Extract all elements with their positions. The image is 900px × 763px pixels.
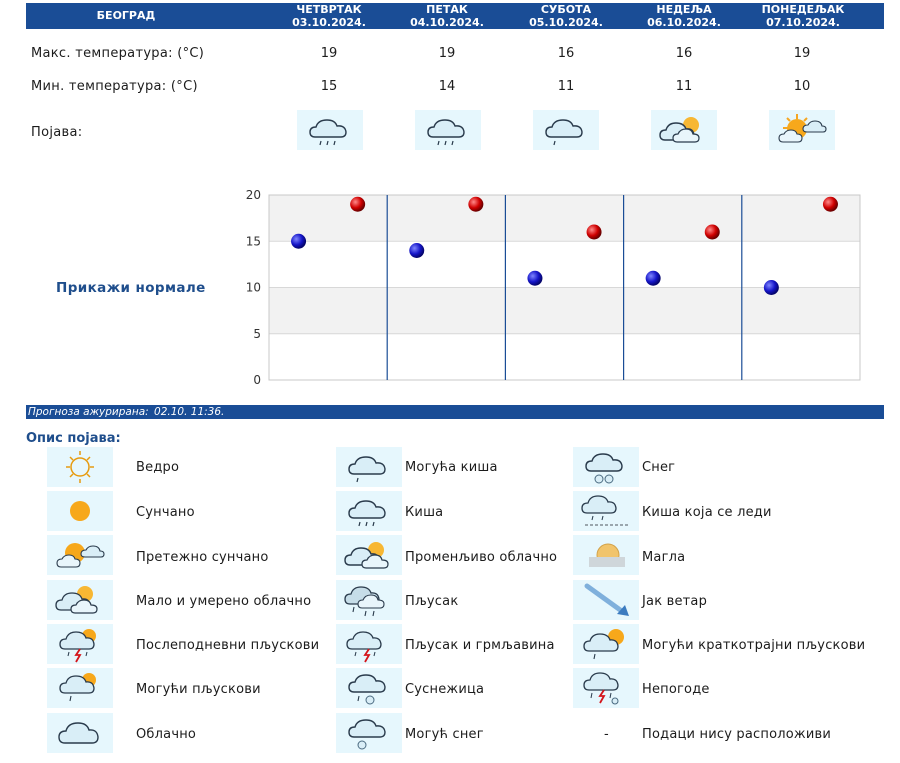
legend-label: Суснежица <box>405 682 485 697</box>
shower-thunder-icon <box>336 624 402 664</box>
min-temp-point <box>527 271 542 286</box>
legend-label: Непогоде <box>642 682 710 697</box>
shower-icon <box>336 580 402 620</box>
y-tick-label: 15 <box>245 234 261 249</box>
day-date: 06.10.2024. <box>647 16 721 29</box>
legend-label: Магла <box>642 550 686 565</box>
afternoon-thunder-shower-icon <box>47 624 113 664</box>
rain-cloud-icon <box>415 110 481 150</box>
min-temp-label: Мин. температура: (°C) <box>31 79 198 94</box>
possible-rain-cloud-icon <box>533 110 599 150</box>
rain-icon <box>336 491 402 531</box>
show-normals-link[interactable]: Прикажи нормале <box>56 280 206 296</box>
y-tick-label: 10 <box>245 280 261 295</box>
fog-icon <box>573 535 639 575</box>
min-temp-value: 11 <box>557 79 575 94</box>
max-temp-value: 16 <box>675 46 693 61</box>
day-date: 04.10.2024. <box>410 16 484 29</box>
no-data-symbol: - <box>604 727 609 742</box>
clear-sun-icon <box>47 447 113 487</box>
city-name: БЕОГРАД <box>96 9 156 22</box>
y-tick-label: 20 <box>245 188 261 202</box>
max-temp-point <box>587 225 602 240</box>
legend-label: Подаци нису расположиви <box>642 727 831 742</box>
day-header-2 <box>407 3 487 29</box>
updated-value: 02.10. 11:36. <box>154 406 225 418</box>
day-date: 05.10.2024. <box>529 16 603 29</box>
storm-icon <box>573 668 639 708</box>
freezing-rain-icon <box>573 491 639 531</box>
day-name: ПЕТАК <box>426 3 468 16</box>
legend-label: Могућа киша <box>405 460 498 475</box>
forecast-updated-bar <box>26 405 884 419</box>
day-name: ПОНЕДЕЉАК <box>761 3 845 16</box>
possible-showers-icon <box>47 668 113 708</box>
mostly-sunny-icon <box>47 535 113 575</box>
possible-snow-icon <box>336 713 402 753</box>
legend-label: Претежно сунчано <box>136 550 269 565</box>
possible-rain-icon <box>336 447 402 487</box>
max-temp-value: 19 <box>438 46 456 61</box>
max-temp-point <box>468 197 483 212</box>
legend-label: Пљусак <box>405 594 459 609</box>
partly-cloudy-icon <box>47 580 113 620</box>
max-temp-point <box>823 197 838 212</box>
min-temp-point <box>409 243 424 258</box>
min-temp-value: 10 <box>793 79 811 94</box>
legend-label: Снег <box>642 460 676 475</box>
day-header-4 <box>644 3 724 29</box>
variable-cloudy-icon <box>336 535 402 575</box>
max-temp-value: 19 <box>793 46 811 61</box>
forecast-header <box>26 3 884 29</box>
min-temp-point <box>291 234 306 249</box>
legend-label: Мало и умерено облачно <box>136 594 312 609</box>
possible-short-showers-icon <box>573 624 639 664</box>
sun-icon <box>47 491 113 531</box>
min-temp-point <box>646 271 661 286</box>
y-tick-label: 0 <box>253 373 261 387</box>
legend-label: Ведро <box>136 460 180 475</box>
day-header-3 <box>526 3 606 29</box>
max-temp-value: 16 <box>557 46 575 61</box>
max-temp-value: 19 <box>320 46 338 61</box>
max-temp-point <box>705 225 720 240</box>
legend-label: Могући краткотрајни пљускови <box>642 638 866 653</box>
min-temp-value: 11 <box>675 79 693 94</box>
y-tick-label: 5 <box>253 326 261 341</box>
legend-label: Пљусак и грмљавина <box>405 638 555 653</box>
rain-cloud-icon <box>297 110 363 150</box>
legend-label: Променљиво облачно <box>405 550 558 565</box>
phenomenon-label: Појава: <box>31 125 83 140</box>
snow-icon <box>573 447 639 487</box>
legend-title: Опис појава: <box>26 431 121 446</box>
chart-band <box>269 334 860 380</box>
cloud-icon <box>47 713 113 753</box>
strong-wind-icon <box>573 580 639 620</box>
day-date: 03.10.2024. <box>292 16 366 29</box>
day-header-1 <box>289 3 369 29</box>
sleet-icon <box>336 668 402 708</box>
updated-label: Прогноза ажурирана: <box>28 406 149 418</box>
legend-label: Киша која се леди <box>642 505 772 520</box>
temperature-chart <box>235 185 875 390</box>
legend-label: Могући пљускови <box>136 682 261 697</box>
day-name: СУБОТА <box>540 3 592 16</box>
partly-cloudy-icon <box>651 110 717 150</box>
legend-label: Могућ снег <box>405 727 484 742</box>
legend-label: Облачно <box>136 727 197 742</box>
legend-label: Сунчано <box>136 505 195 520</box>
legend-label: Јак ветар <box>642 594 708 609</box>
day-header-5 <box>758 3 848 29</box>
day-name: ЧЕТВРТАК <box>296 3 362 16</box>
min-temp-value: 15 <box>320 79 338 94</box>
day-name: НЕДЕЉА <box>656 3 712 16</box>
day-date: 07.10.2024. <box>766 16 840 29</box>
min-temp-value: 14 <box>438 79 456 94</box>
min-temp-point <box>764 280 779 295</box>
max-temp-point <box>350 197 365 212</box>
legend-label: Киша <box>405 505 444 520</box>
mostly-sunny-icon <box>769 110 835 150</box>
max-temp-label: Макс. температура: (°C) <box>31 46 205 61</box>
legend-label: Послеподневни пљускови <box>136 638 320 653</box>
